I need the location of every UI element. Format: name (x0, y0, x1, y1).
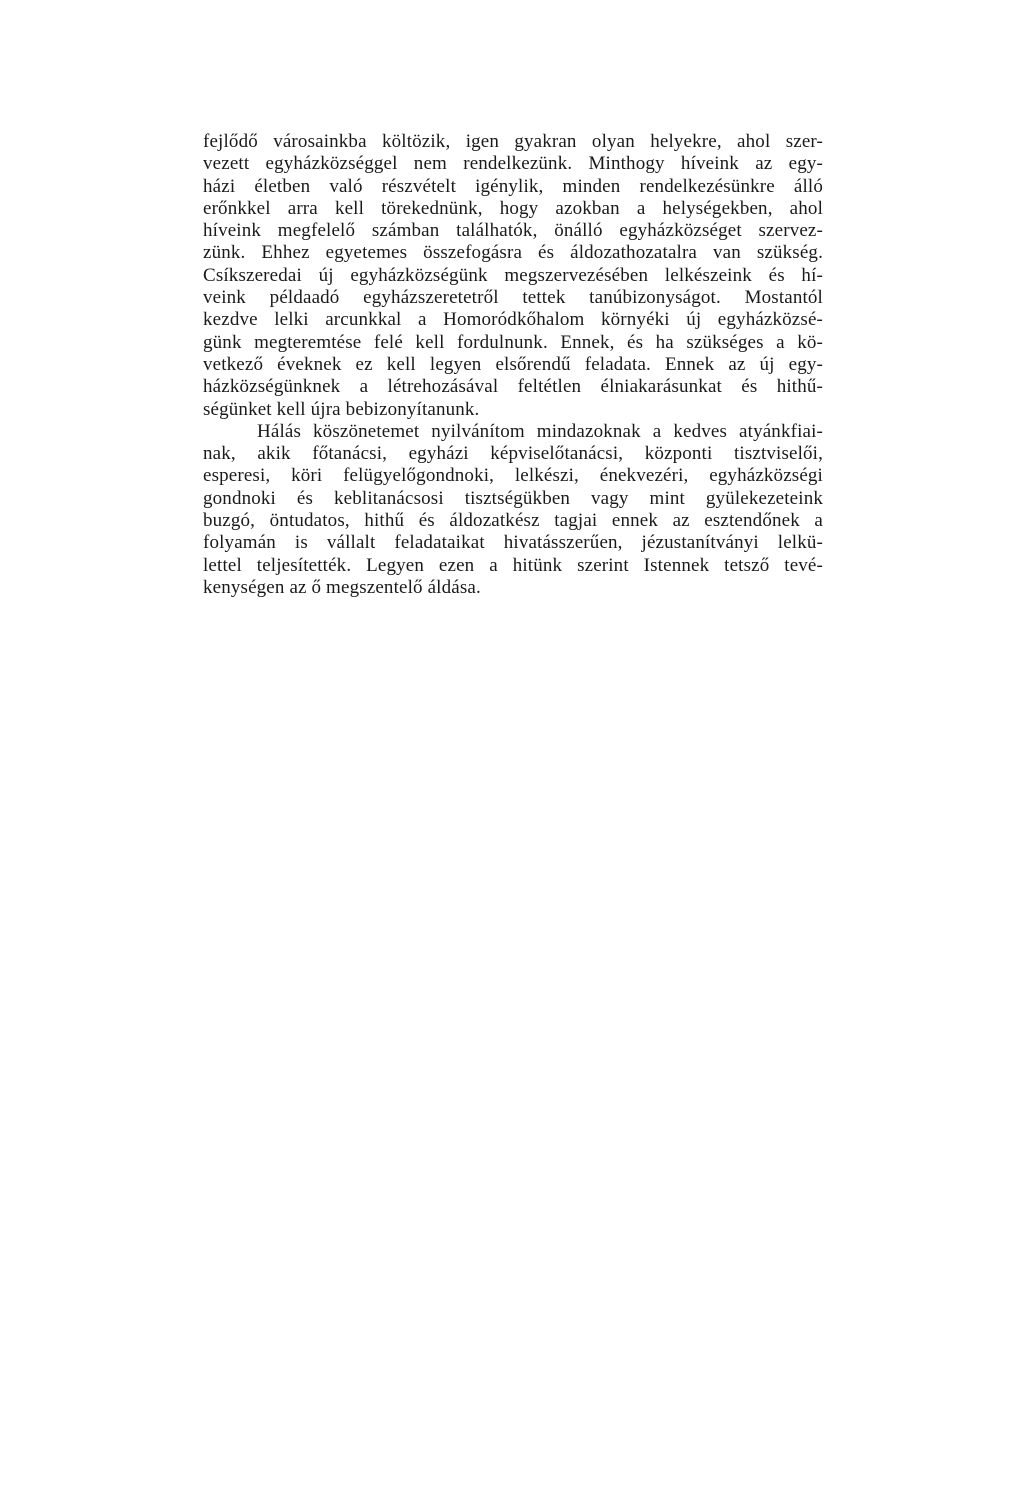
text-line: ségünket kell újra bebizonyítanunk. (203, 398, 480, 420)
text-line: esperesi, köri felügyelőgondnoki, lelkészi, énekvezéri, egyházközségi (203, 465, 823, 487)
text-line: erőnkkel arra kell törekednünk, hogy azokban a helységekben, ahol (203, 197, 823, 219)
text-line: gondnoki és keblitanácsosi tisztségükben vagy mint gyülekezeteink (203, 487, 823, 509)
document-page (203, 131, 823, 599)
text-line: házközségünknek a létrehozásával feltétlen élniakarásunkat és hithű- (203, 376, 823, 398)
text-line: vetkező éveknek ez kell legyen elsőrendű feladata. Ennek az új egy- (203, 353, 823, 375)
text-line: veink példaadó egyházszeretetről tettek tanúbizonyságot. Mostantól (203, 287, 823, 309)
text-line: lettel teljesítették. Legyen ezen a hitünk szerint Istennek tetsző tevé- (203, 554, 823, 576)
text-line: vezett egyházközséggel nem rendelkezünk. Minthogy híveink az egy- (203, 153, 823, 175)
text-line: folyamán is vállalt feladataikat hivatásszerűen, jézustanítványi lelkü- (203, 532, 823, 554)
text-line: nak, akik főtanácsi, egyházi képviselőtanácsi, központi tisztviselői, (203, 443, 823, 465)
text-line: Csíkszeredai új egyházközségünk megszervezésében lelkészeink és hí- (203, 264, 823, 286)
text-line: híveink megfelelő számban találhatók, önálló egyházközséget szervez- (203, 220, 823, 242)
text-line: günk megteremtése felé kell fordulnunk. Ennek, és ha szükséges a kö- (203, 331, 823, 353)
text-line: fejlődő városainkba költözik, igen gyakran olyan helyekre, ahol szer- (203, 131, 823, 152)
text-line: buzgó, öntudatos, hithű és áldozatkész tagjai ennek az esztendőnek a (203, 510, 823, 532)
text-line: kezdve lelki arcunkkal a Homoródkőhalom környéki új egyházközsé- (203, 309, 823, 331)
text-line: házi életben való részvételt igénylik, minden rendelkezésünkre álló (203, 175, 823, 197)
text-line: kenységen az ő megszentelő áldása. (203, 576, 481, 598)
text-line: Hálás köszönetemet nyilvánítom mindazoknak a kedves atyánkfiai- (257, 420, 823, 442)
text-line: zünk. Ehhez egyetemes összefogásra és áldozathozatalra van szükség. (203, 242, 823, 264)
